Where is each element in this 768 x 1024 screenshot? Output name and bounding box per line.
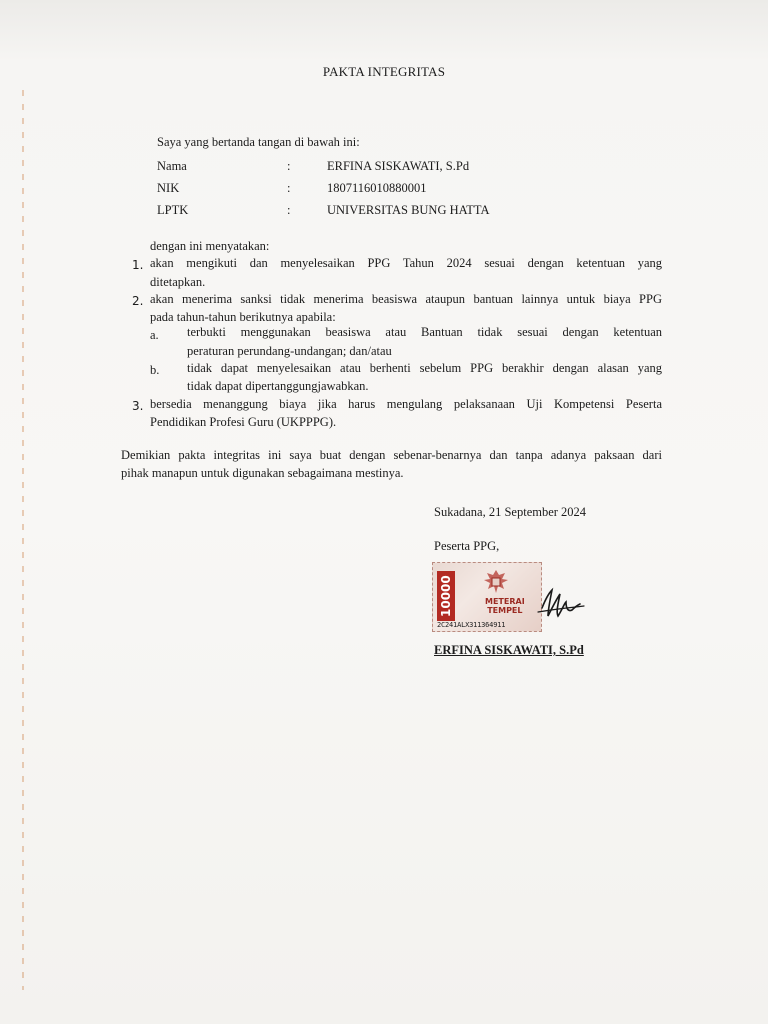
closing-line2: pihak manapun untuk digunakan sebagaimana mestinya. [121, 466, 404, 480]
item-3-line1: bersedia menanggung biaya jika harus mengulang pelaksanaan Uji Kompetensi Peserta [150, 397, 662, 411]
item-2-line2: pada tahun-tahun berikutnya apabila: [150, 310, 336, 324]
value-nik: 1807116010880001 [327, 181, 427, 195]
signer-name: ERFINA SISKAWATI, S.Pd [434, 643, 584, 657]
duty-stamp [432, 562, 542, 632]
label-lptk: LPTK [157, 203, 189, 217]
item-2a-letter: a. [150, 328, 159, 342]
stamp-label [485, 597, 525, 615]
item-2b-line2: tidak dapat dipertanggungjawabkan. [187, 379, 369, 393]
closing-line1: Demikian pakta integritas ini saya buat dengan sebenar-benarnya dan tanpa adanya paksaan dari [121, 448, 662, 462]
item-3-line2: Pendidikan Profesi Guru (UKPPPG). [150, 415, 337, 429]
place-date: Sukadana, 21 September 2024 [434, 505, 587, 519]
signer-role: Peserta PPG, [434, 539, 500, 553]
sep-lptk: : [287, 203, 291, 217]
stamp-label-line2: TEMPEL [487, 606, 523, 615]
label-nik: NIK [157, 181, 180, 195]
item-2-line1: akan menerima sanksi tidak menerima beasiswa ataupun bantuan lainnya untuk biaya PPG [150, 292, 662, 306]
item-3-number: 3. [132, 399, 144, 413]
item-1-line1: akan mengikuti dan menyelesaikan PPG Tahun 2024 sesuai dengan ketentuan yang [150, 256, 662, 270]
stamp-label-line1: METERAI [485, 597, 525, 606]
sep-nama: : [287, 159, 291, 173]
paper-edge-mark [22, 90, 24, 990]
item-2a-line2: peraturan perundang-undangan; dan/atau [187, 344, 392, 358]
declare-text: dengan ini menyatakan: [150, 239, 270, 253]
item-2b-letter: b. [150, 363, 160, 377]
garuda-emblem-icon [481, 567, 511, 597]
value-lptk: UNIVERSITAS BUNG HATTA [327, 203, 490, 217]
item-2b-line1: tidak dapat menyelesaikan atau berhenti sebelum PPG berakhir dengan alasan yang [187, 361, 662, 375]
item-1-line2: ditetapkan. [150, 275, 206, 289]
label-nama: Nama [157, 159, 187, 173]
stamp-value: 10000 [437, 571, 455, 621]
sep-nik: : [287, 181, 291, 195]
document-title: PAKTA INTEGRITAS [322, 64, 446, 79]
value-nama: ERFINA SISKAWATI, S.Pd [327, 159, 470, 173]
item-1-number: 1. [132, 258, 144, 272]
intro-text: Saya yang bertanda tangan di bawah ini: [157, 135, 360, 149]
item-2-number: 2. [132, 294, 144, 308]
item-2a-line1: terbukti menggunakan beasiswa atau Bantuan tidak sesuai dengan ketentuan [187, 325, 662, 339]
stamp-serial: 2C241ALX311364911 [437, 621, 506, 629]
handwritten-signature [536, 586, 586, 626]
